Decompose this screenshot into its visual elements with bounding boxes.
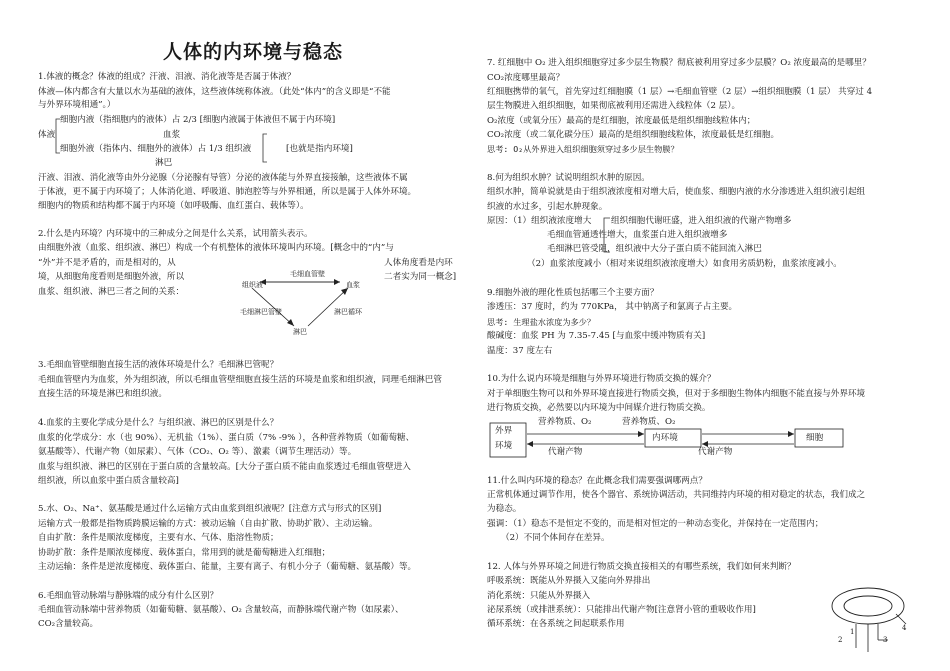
answer-3-line-2: 直接生活的环境是淋巴和组织液。 [38,389,167,399]
answer-8-cause-1b: 毛细血管通透性增大，血浆蛋白进入组织液增多 [547,230,728,240]
answer-2-line-3-right: 二者实为同一概念] [384,272,457,282]
answer-8-cause-1a: 组织细胞代谢旺盛，进入组织液的代谢产物增多 [611,216,792,226]
answer-11-line-2: 为稳态。 [487,504,522,514]
exchange-waste-2: 代谢产物 [698,447,733,457]
exchange-internal: 内环境 [652,433,678,443]
answer-8-cause-2: （2）血浆浓度减小（相对来说组织液浓度增大）如食用劣质奶粉，血浆浓度减小。 [527,259,842,269]
answer-12-circulatory: 循环系统：在各系统之间起联系作用 [487,619,625,629]
question-6: 6.毛细血管动脉端与静脉端的成分有什么区别？ [38,591,219,601]
systems-figure-label-2: 2 [838,636,843,644]
question-11: 11.什么叫内环境的稳态？在此概念我们需要强调哪两点？ [487,476,707,486]
question-3: 3.毛细血管壁细胞直接生活的液体环境是什么？毛细淋巴管呢？ [38,360,279,370]
answer-1-line-1: 体液—体内都含有大量以水为基础的液体，这些液体统称体液。（此处“体内”的含义即是“不能 [38,87,391,97]
answer-5-line-4: 主动运输：条件是逆浓度梯度、载体蛋白、能量，主要有离子、有机小分子（葡萄糖、氨基酸）等。 [38,562,417,572]
diagram-lymph-capillary-wall: 毛细淋巴管壁 [240,308,282,316]
question-7-part-2: CO₂浓度哪里最高？ [487,73,565,83]
diagram-lymph: 淋巴 [293,328,307,336]
answer-2-line-2: “外”并不是矛盾的，而是相对的，从 [38,258,176,268]
answer-2-line-4: 血浆、组织液、淋巴三者之间的关系： [38,287,185,297]
answer-2-line-2-right: 人体角度看是内环 [384,258,453,268]
body-fluid-extracellular: 细胞外液（指体内、细胞外的液体）占 1/3 组织液 [60,144,252,154]
question-4: 4.血浆的主要化学成分是什么？与组织液、淋巴的区别是什么？ [38,418,279,428]
question-10: 10.为什么说内环境是细胞与外界环境进行物质交换的媒介？ [487,374,716,384]
answer-10-line-2: 进行物质交换，必然要以内环境为中间媒介进行物质交换。 [487,403,711,413]
exchange-nutrients-2: 营养物质、O₂ [622,417,676,427]
answer-2-line-3: 境，从细胞角度看则是细胞外液，所以 [38,272,185,282]
question-8: 8.何为组织水肿？试说明组织水肿的原因。 [487,173,650,183]
answer-7-line-2: 层生物膜进入组织细胞，如果彻底被利用还需进入线粒体（2 层）。 [487,101,741,111]
systems-figure-label-1: 1 [850,628,855,636]
diagram-plasma: 血浆 [346,281,360,289]
answer-11-line-1: 正常机体通过调节作用，使各个器官、系统协调活动，共同维持内环境的相对稳定的状态，我们成之 [487,490,866,500]
answer-8-line-2: 织液的水过多，引起水肿现象。 [487,202,608,212]
question-5: 5.水、O₂、Na⁺、氨基酸是通过什么运输方式由血浆到组织液呢？[注意方式与形式的区别] [38,504,382,514]
body-fluid-plasma: 血浆 [163,130,181,140]
answer-11-line-4: （2）不同个体间存在差异。 [501,533,610,543]
exchange-cell: 细胞 [806,433,824,443]
question-2: 2.什么是内环境？内环境中的三种成分之间是什么关系，试用箭头表示。 [38,229,313,239]
systems-figure-label-4: 4 [902,624,907,632]
body-fluid-brackets [54,116,304,168]
answer-4-line-2: 氨基酸等）、代谢产物（如尿素）、气体（CO₂、O₂ 等）、激素（调节生理活动）等。 [38,447,357,457]
answer-11-line-3: 强调：（1）稳态不是恒定不变的，而是相对恒定的一种动态变化，并保持在一定范围内； [487,519,824,529]
answer-8-cause-1c: 毛细淋巴管受阻，组织液中大分子蛋白质不能回流入淋巴 [547,244,762,254]
answer-9-osmotic: 渗透压：37 度时，约为 770KPa， 其中钠离子和氯离子占主要。 [487,302,738,312]
answer-12-respiratory: 呼吸系统：既能从外界摄入又能向外界排出 [487,576,651,586]
answer-10-line-1: 对于单细胞生物可以和外界环境直接进行物质交换，但对于多细胞生物体内细胞不能直接与外界环境 [487,389,866,399]
page-title: 人体的内环境与稳态 [163,41,344,63]
answer-12-digestive: 消化系统：只能从外界摄入 [487,591,591,601]
answer-5-line-2: 自由扩散：条件是顺浓度梯度，主要有水、气体、脂溶性物质； [38,533,279,543]
question-12: 12. 人体与外界环境之间进行物质交换直接相关的有哪些系统，我们如何来判断？ [487,562,796,572]
answer-5-line-1: 运输方式一般都是指物质跨膜运输的方式：被动运输（自由扩散、协助扩散）、主动运输。 [38,519,378,529]
answer-6-line-2: CO₂含量较高。 [38,619,99,629]
note-1-line-3: 细胞内的物质和结构都不属于内环境（如呼吸酶、血红蛋白、载体等）。 [38,201,309,211]
systems-figure-label-3: 3 [883,636,888,644]
answer-4-line-4: 组织液，所以血浆中蛋白质含量较高] [38,476,179,486]
answer-1-line-2: 与外界环境相通”。） [38,100,116,110]
answer-8-line-1: 组织水肿，简单说就是由于组织液浓度相对增大后，使血浆、细胞内液的水分渗透进入组织液引起组 [487,187,866,197]
body-fluid-extracellular-note: [也就是指内环境] [286,144,353,154]
cause-bracket [600,216,614,256]
answer-3-line-1: 毛细血管壁内为血浆，外为组织液，所以毛细血管壁细胞直接生活的环境是血浆和组织液，同理毛细淋巴管 [38,375,442,385]
exchange-waste-1: 代谢产物 [548,447,583,457]
body-fluid-root: 体液 [38,130,56,140]
diagram-lymph-circulation: 淋巴循环 [334,308,362,316]
diagram-tissue-fluid: 组织液 [242,281,263,289]
answer-7-line-3: O₂浓度（或氧分压）最高的是红细胞，浓度最低是组织细胞线粒体内； [487,116,756,126]
answer-2-line-1: 由细胞外液（血浆、组织液、淋巴）构成一个有机整体的液体环境叫内环境。[概念中的“内”与 [38,243,394,253]
body-fluid-intracellular: 细胞内液（指细胞内的液体）占 2/3 [细胞内液属于体液但不属于内环境] [60,115,336,125]
answer-8-cause-1: 原因：（1）组织液浓度增大 [487,216,592,226]
question-7: 7. 红细胞中 O₂ 进入组织细胞穿过多少层生物膜？彻底被利用穿过多少层膜？O₂ 浓度最高的是哪里？ [487,58,871,68]
answer-6-line-1: 毛细血管动脉端中营养物质（如葡萄糖、氨基酸）、O₂ 含量较高，而静脉端代谢产物（如尿素）、 [38,605,404,615]
think-9: 思考: 生理盐水浓度为多少？ [487,317,596,327]
answer-4-line-1: 血浆的化学成分：水（也 90%）、无机盐（1%）、蛋白质（7% -9% ），各种营养物质（如葡萄糖、 [38,433,415,443]
question-9: 9.细胞外液的理化性质包括哪三个主要方面？ [487,288,659,298]
answer-12-urinary: 泌尿系统（或排泄系统）：只能排出代谢产物[注意肾小管的重吸收作用] [487,605,756,615]
think-7: 思考: O₂从外界进入组织细胞须穿过多少层生物膜？ [487,144,679,154]
answer-9-temperature: 温度：37 度左右 [487,346,553,356]
exchange-nutrients-1: 营养物质、O₂ [538,417,592,427]
body-fluid-lymph: 淋巴 [155,158,173,168]
diagram-capillary-wall: 毛细血管壁 [290,270,325,278]
note-1-line-2: 于体液，更不属于内环境了；人体消化道、呼吸道、肺泡腔等与外界相通，所以是属于人体外环境。 [38,187,417,197]
note-1-line-1: 汗液、泪液、消化液等由外分泌腺（分泌腺有导管）分泌的液体能与外界直接接触，这些液体不属 [38,173,408,183]
answer-7-line-1: 红细胞携带的氧气，首先穿过红细胞膜（1 层）→毛细血管壁（2 层）→组织细胞膜（1 层） 共穿过 4 [487,87,873,97]
answer-9-ph: 酸碱度：血浆 PH 为 7.35-7.45 [与血浆中缓冲物质有关] [487,331,706,341]
exchange-outside-2: 环境 [495,441,513,451]
question-1: 1.体液的概念？体液的组成？汗液、泪液、消化液等是否属于体液？ [38,72,296,82]
answer-4-line-3: 血浆与组织液、淋巴的区别在于蛋白质的含量较高。[大分子蛋白质不能由血浆透过毛细血管壁进入 [38,462,411,472]
exchange-outside-1: 外界 [495,426,513,436]
answer-5-line-3: 协助扩散：条件是顺浓度梯度、载体蛋白，常用到的就是葡萄糖进入红细胞； [38,548,331,558]
answer-7-line-4: CO₂浓度（或二氧化碳分压）最高的是组织细胞线粒体，浓度最低是红细胞。 [487,130,780,140]
